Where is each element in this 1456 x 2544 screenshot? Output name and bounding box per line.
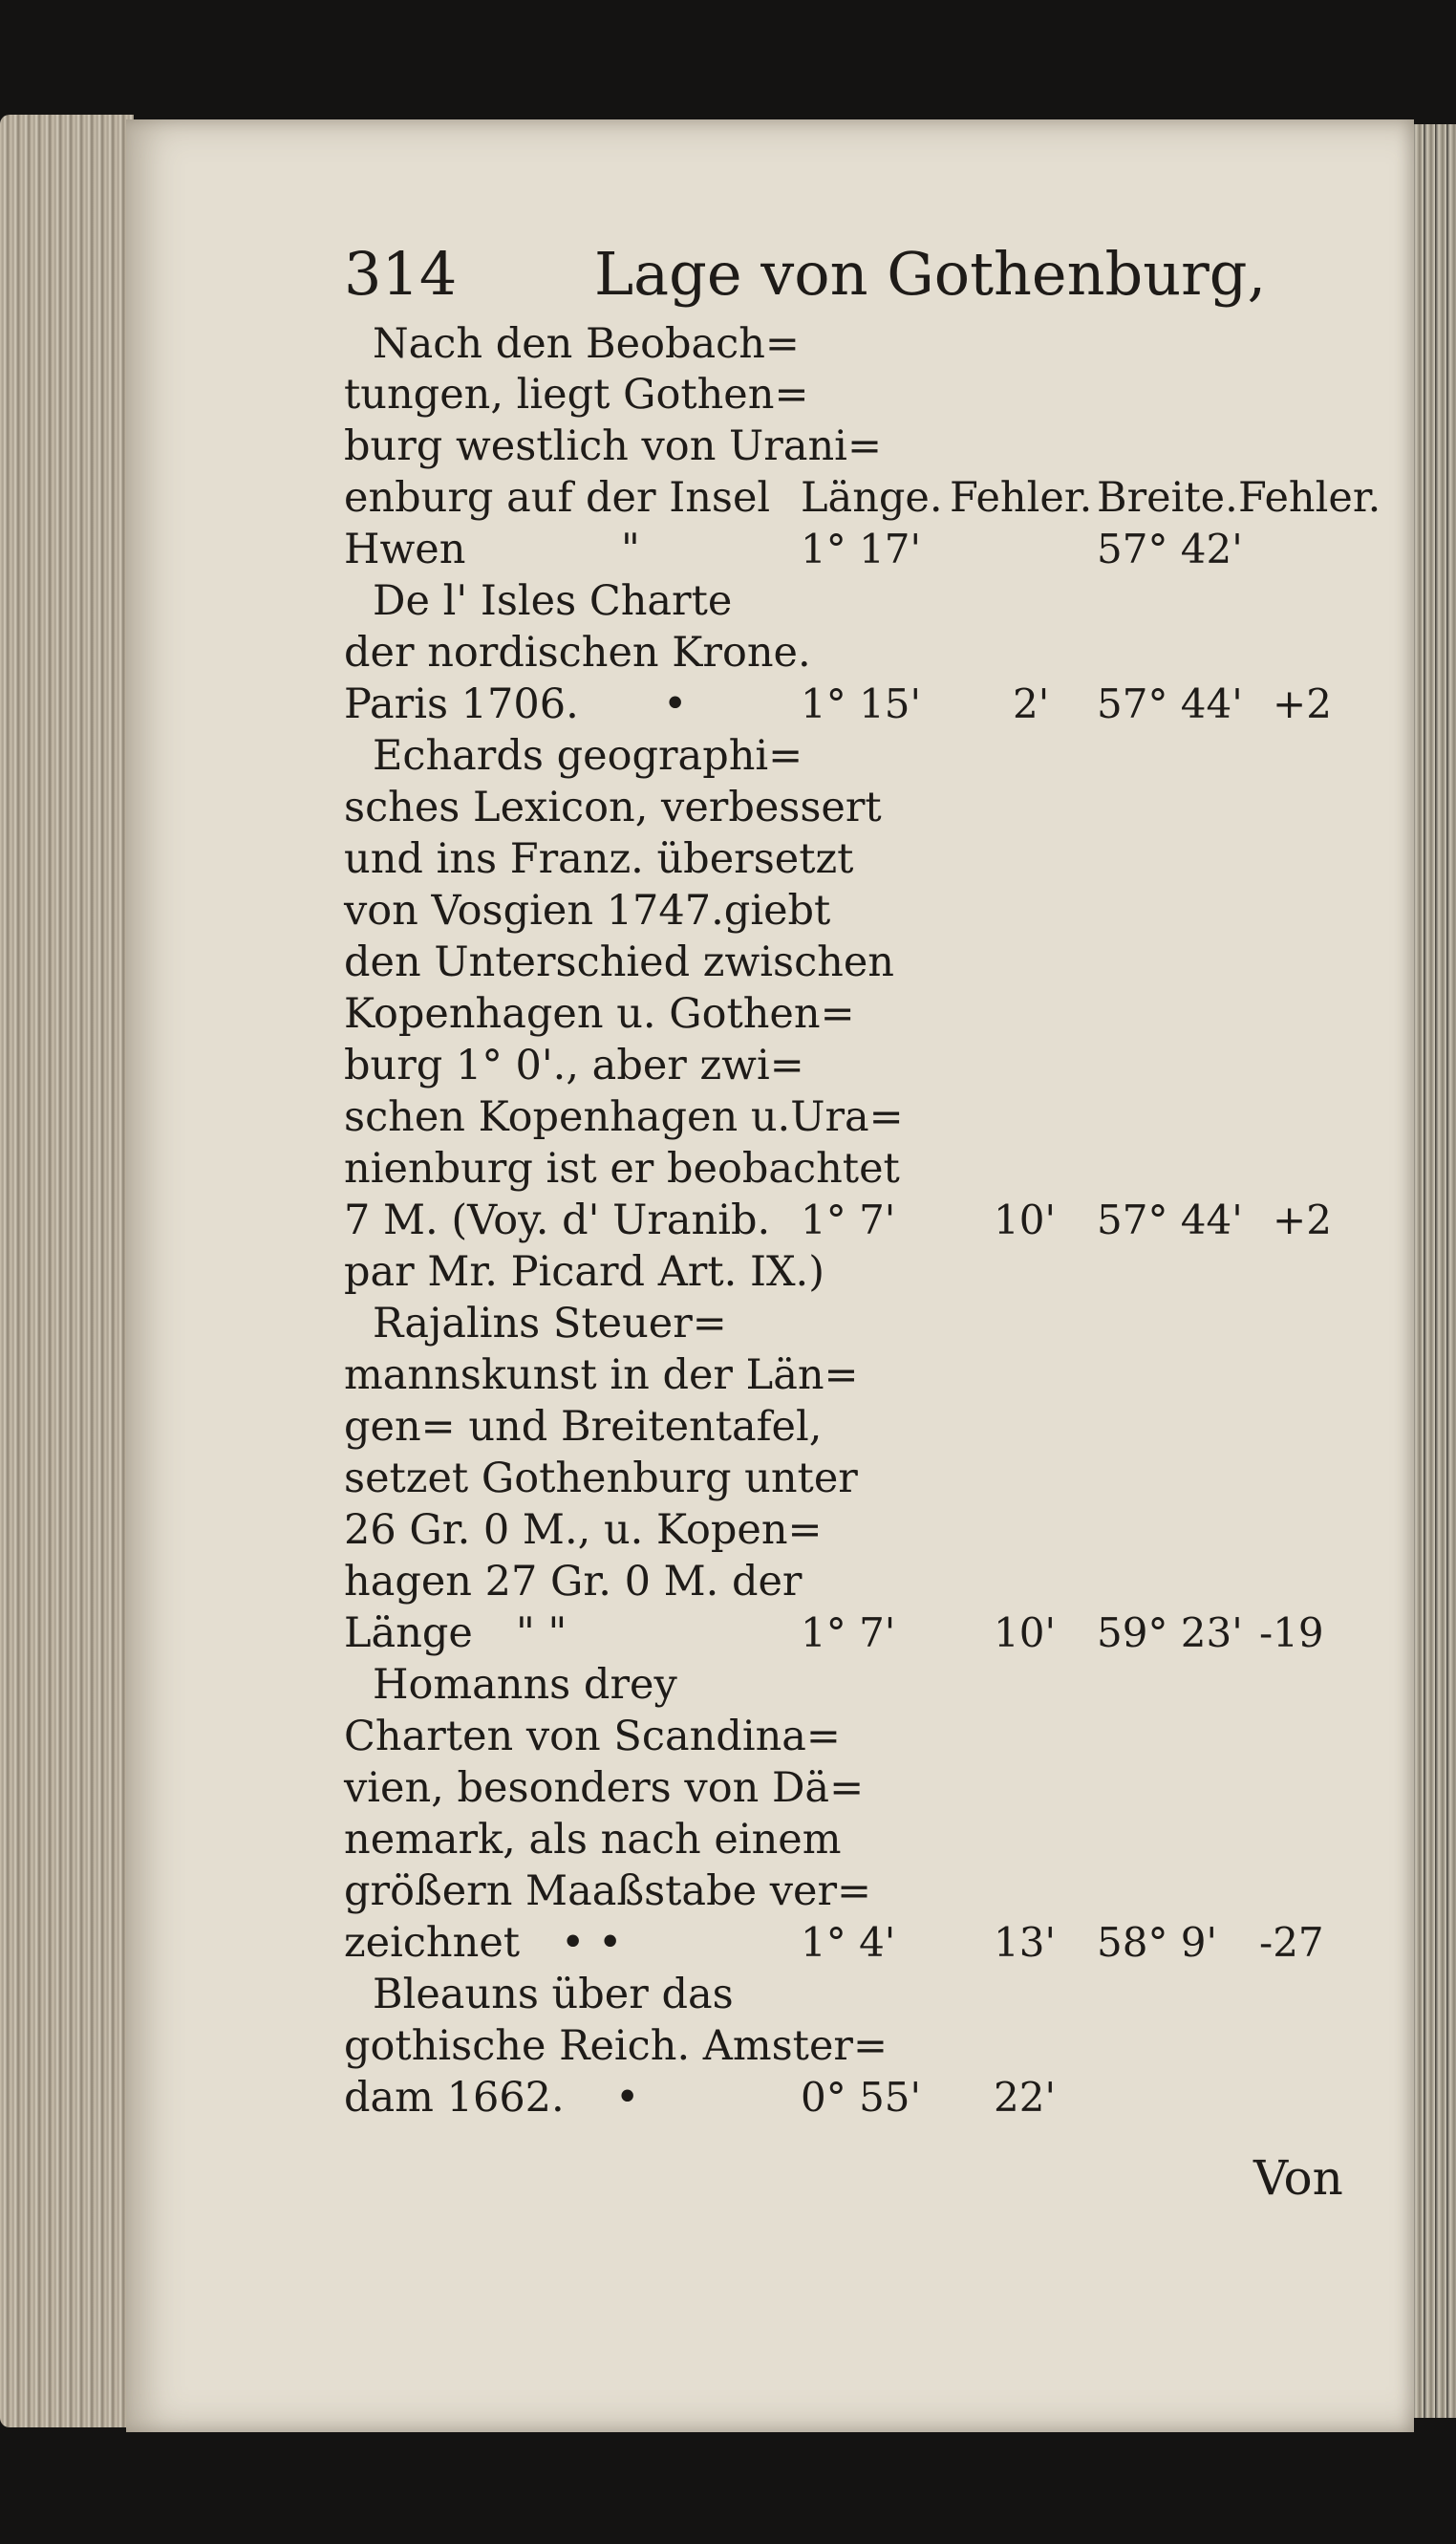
table-cell-fehler: 13': [994, 1919, 1056, 1966]
text-line: nemark, als nach einem: [344, 1816, 842, 1864]
table-cell-breite: 57° 42': [1097, 526, 1243, 572]
leader-dot: ": [621, 526, 640, 573]
table-cell-fehler: 22': [994, 2074, 1056, 2121]
table-cell-breite: 59° 23': [1097, 1609, 1243, 1656]
leader-dot: • •: [561, 1919, 623, 1967]
text-line: Echards geographi=: [373, 732, 803, 780]
text-line: vien, besonders von Dä=: [344, 1764, 865, 1812]
text-line: enburg auf der Insel: [344, 474, 771, 522]
text-line: hagen 27 Gr. 0 M. der: [344, 1558, 803, 1606]
text-line: par Mr. Picard Art. IX.): [344, 1248, 825, 1296]
page-number: 314: [344, 239, 458, 309]
book-edge-left: [0, 115, 134, 2427]
table-cell-laenge: 1° 7': [801, 1609, 896, 1656]
text-line: setzet Gothenburg unter: [344, 1455, 858, 1502]
catchword: Von: [1253, 2150, 1343, 2206]
text-line: burg westlich von Urani=: [344, 422, 882, 470]
table-cell-fehler: -19: [1259, 1609, 1324, 1656]
table-cell-fehler: +2: [1273, 1197, 1332, 1243]
table-cell-laenge: 1° 17': [801, 526, 922, 572]
text-line: Hwen: [344, 526, 466, 573]
table-cell-laenge: 1° 15': [801, 680, 922, 727]
book-page: [126, 119, 1414, 2432]
table-header-fehler: Fehler.: [1238, 474, 1381, 522]
text-line: 26 Gr. 0 M., u. Kopen=: [344, 1506, 823, 1554]
table-header-fehler: Fehler.: [950, 474, 1093, 522]
table-cell-fehler: 2': [1013, 680, 1050, 727]
table-cell-fehler: +2: [1273, 680, 1332, 727]
text-line: nienburg ist er beobachtet: [344, 1145, 900, 1193]
text-line: 7 M. (Voy. d' Uranib.: [344, 1197, 771, 1244]
text-line: dam 1662.: [344, 2074, 565, 2122]
text-line: tungen, liegt Gothen=: [344, 371, 809, 419]
text-line: Rajalins Steuer=: [373, 1300, 727, 1347]
table-cell-laenge: 0° 55': [801, 2074, 922, 2121]
table-cell-breite: 58° 9': [1097, 1919, 1218, 1966]
text-line: Länge: [344, 1609, 473, 1657]
book-edge-right: [1412, 124, 1456, 2418]
table-header-laenge: Länge.: [801, 474, 943, 522]
text-line: Kopenhagen u. Gothen=: [344, 990, 855, 1038]
text-line: größern Maaßstabe ver=: [344, 1867, 872, 1915]
table-cell-fehler: 10': [994, 1197, 1056, 1243]
table-cell-breite: 57° 44': [1097, 680, 1243, 727]
text-line: Nach den Beobach=: [373, 320, 800, 368]
text-line: schen Kopenhagen u.Ura=: [344, 1093, 904, 1141]
text-line: den Unterschied zwischen: [344, 938, 894, 986]
table-cell-laenge: 1° 4': [801, 1919, 896, 1966]
table-cell-laenge: 1° 7': [801, 1197, 896, 1243]
text-line: De l' Isles Charte: [373, 577, 733, 625]
leader-dot: " ": [516, 1609, 567, 1657]
text-line: Charten von Scandina=: [344, 1713, 841, 1760]
running-head: Lage von Gothenburg,: [594, 239, 1267, 309]
text-line: der nordischen Krone.: [344, 629, 811, 677]
text-line: Homanns drey: [373, 1661, 677, 1709]
text-line: gothische Reich. Amster=: [344, 2022, 888, 2070]
text-line: burg 1° 0'., aber zwi=: [344, 1042, 804, 1089]
text-line: mannskunst in der Län=: [344, 1351, 859, 1399]
leader-dot: •: [615, 2074, 640, 2122]
text-line: zeichnet: [344, 1919, 521, 1967]
text-line: sches Lexicon, verbessert: [344, 784, 882, 831]
table-cell-fehler: -27: [1259, 1919, 1324, 1966]
table-cell-fehler: 10': [994, 1609, 1056, 1656]
text-line: gen= und Breitentafel,: [344, 1403, 823, 1451]
text-line: und ins Franz. übersetzt: [344, 835, 854, 883]
text-line: Paris 1706.: [344, 680, 579, 728]
table-header-breite: Breite.: [1097, 474, 1238, 522]
text-line: von Vosgien 1747.giebt: [344, 887, 831, 935]
leader-dot: •: [663, 680, 688, 728]
table-cell-breite: 57° 44': [1097, 1197, 1243, 1243]
text-line: Bleauns über das: [373, 1971, 734, 2018]
